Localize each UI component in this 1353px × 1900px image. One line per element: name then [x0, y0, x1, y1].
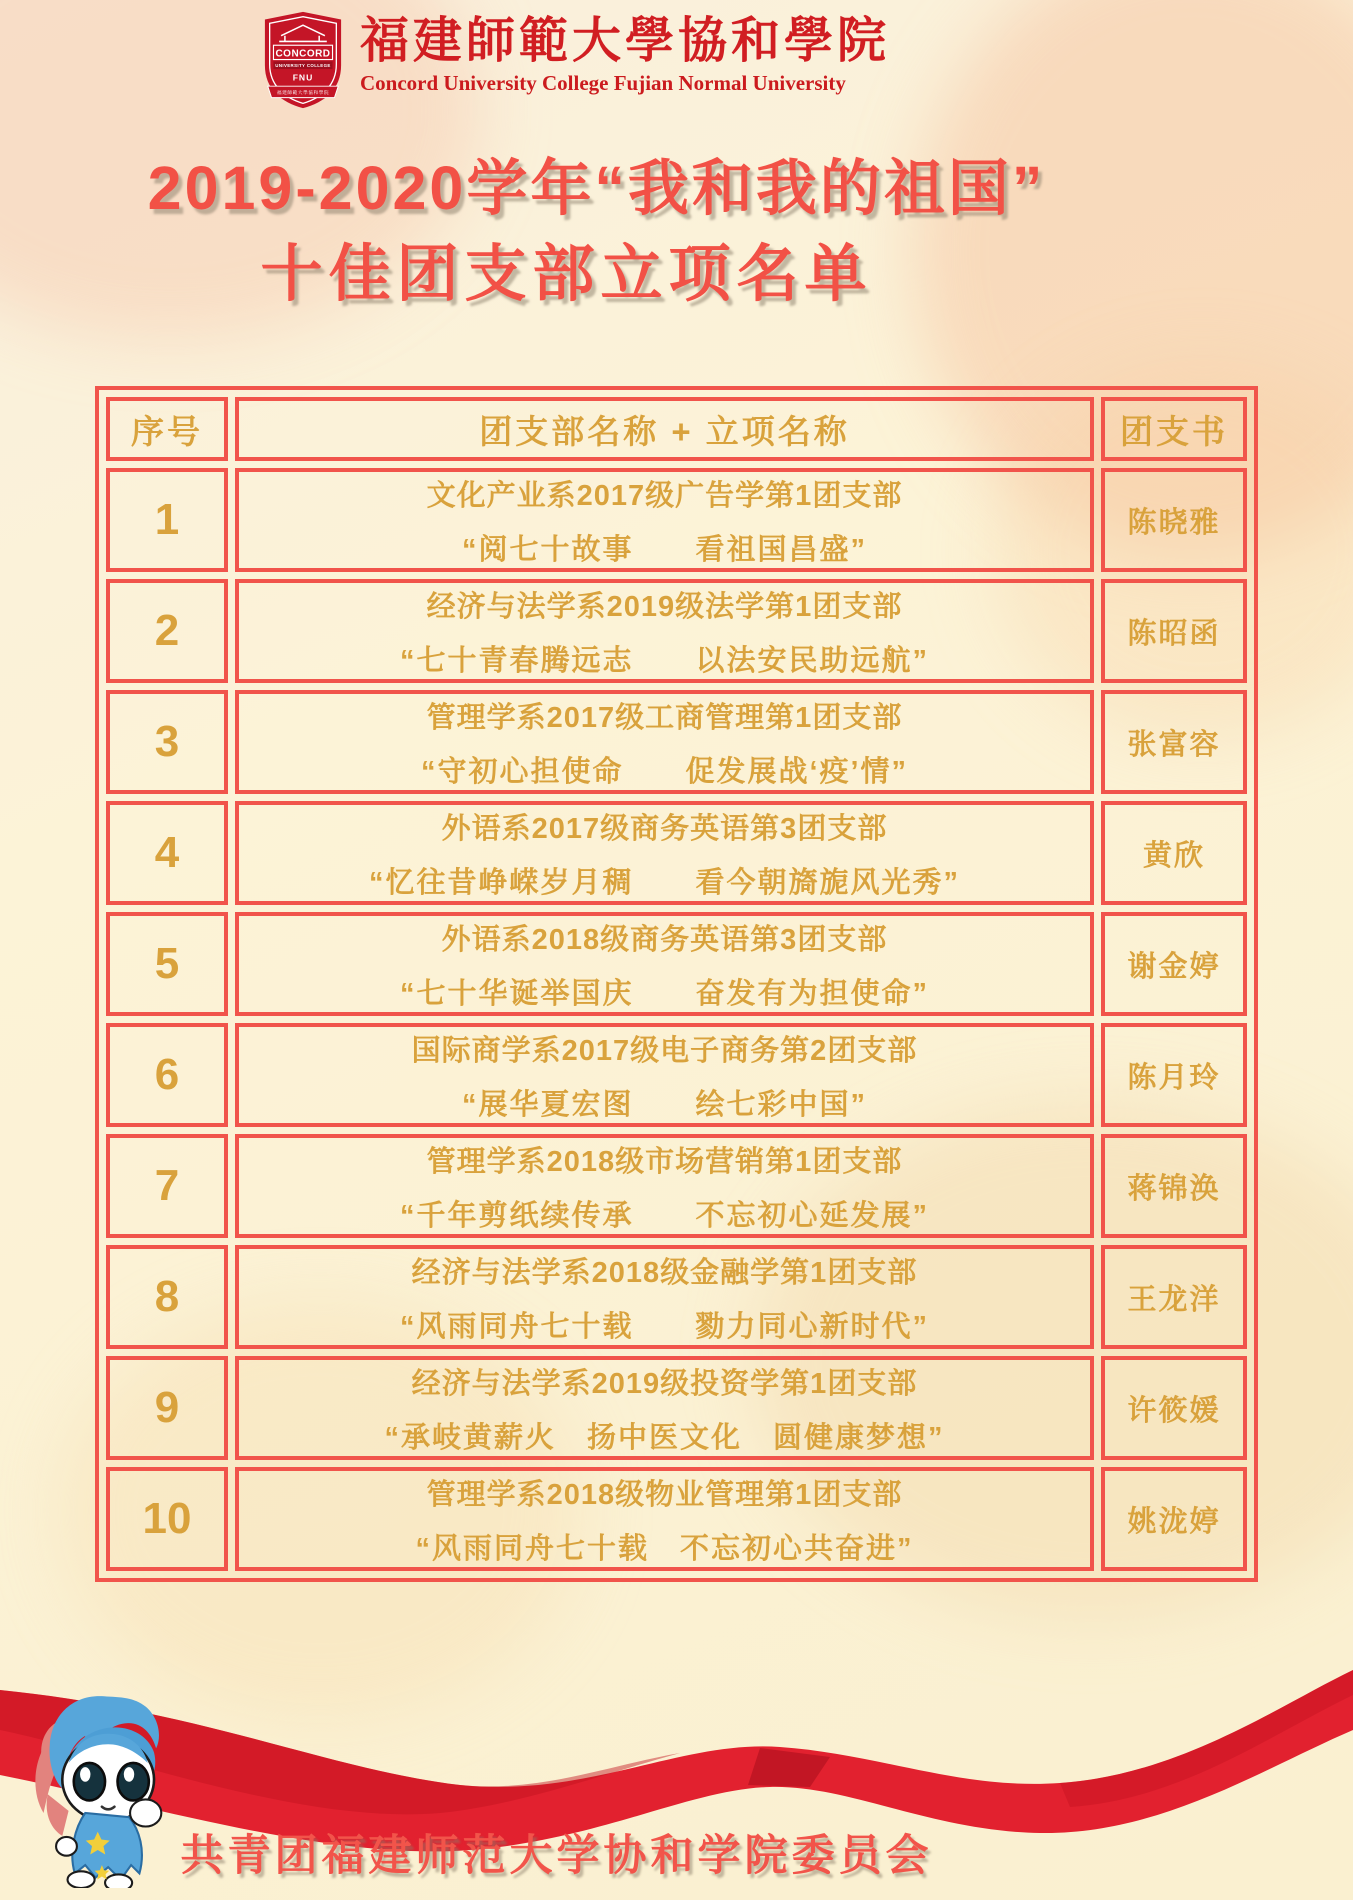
project-name: “风雨同舟七十载 不忘初心共奋进” [415, 1532, 914, 1565]
branch-name: 外语系2018级商务英语第3团支部 [441, 923, 888, 956]
row-number: 3 [106, 690, 228, 794]
project-name: “展华夏宏图 绘七彩中国” [461, 1088, 867, 1121]
project-name: “承岐黄薪火 扬中医文化 圆健康梦想” [384, 1421, 945, 1454]
project-name: “千年剪纸续传承 不忘初心延发展” [399, 1199, 929, 1232]
project-name: “七十华诞举国庆 奋发有为担使命” [399, 977, 929, 1010]
col-header-no: 序号 [106, 397, 228, 461]
school-name-english: Concord University College Fujian Normal University [360, 70, 846, 95]
project-name: “阅七十故事 看祖国昌盛” [461, 533, 867, 566]
table-row [106, 468, 1247, 572]
secretary-name: 姚泷婷 [1101, 1467, 1247, 1571]
logo-concord-text: CONCORD [275, 48, 331, 60]
branch-name: 经济与法学系2019级投资学第1团支部 [411, 1367, 918, 1400]
table-row [106, 801, 1247, 905]
table-row [106, 1467, 1247, 1571]
project-name: “七十青春腾远志 以法安民助远航” [399, 644, 929, 677]
row-number: 7 [106, 1134, 228, 1238]
logo-college-text: UNIVERSITY COLLEGE [275, 63, 331, 69]
secretary-name: 黄欣 [1101, 801, 1247, 905]
secretary-name: 蒋锦涣 [1101, 1134, 1247, 1238]
row-number: 9 [106, 1356, 228, 1460]
table-row [106, 690, 1247, 794]
table-row [106, 1245, 1247, 1349]
row-number: 2 [106, 579, 228, 683]
logo-fnu-text: FNU [292, 72, 314, 83]
branch-name: 文化产业系2017级广告学第1团支部 [426, 479, 903, 512]
row-number: 10 [106, 1467, 228, 1571]
col-header-branch: 团支部名称 + 立项名称 [235, 397, 1094, 461]
row-number: 8 [106, 1245, 228, 1349]
table-row [106, 1023, 1247, 1127]
secretary-name: 陈月玲 [1101, 1023, 1247, 1127]
project-name: “忆往昔峥嵘岁月稠 看今朝旖旎风光秀” [368, 866, 960, 899]
row-number: 1 [106, 468, 228, 572]
branch-name: 经济与法学系2019级法学第1团支部 [426, 590, 903, 623]
project-name: “风雨同舟七十载 勠力同心新时代” [399, 1310, 929, 1343]
university-names [360, 10, 890, 96]
secretary-name: 陈晓雅 [1101, 468, 1247, 572]
secretary-name: 张富容 [1101, 690, 1247, 794]
branch-name: 国际商学系2017级电子商务第2团支部 [411, 1034, 918, 1067]
table-header-row [106, 397, 1247, 461]
branch-name: 外语系2017级商务英语第3团支部 [441, 812, 888, 845]
award-table [95, 386, 1258, 1582]
table-row [106, 1134, 1247, 1238]
col-header-secretary: 团支书 [1101, 397, 1247, 461]
table-row [106, 579, 1247, 683]
branch-name: 管理学系2018级市场营销第1团支部 [426, 1145, 903, 1178]
table-row [106, 1356, 1247, 1460]
branch-name: 经济与法学系2018级金融学第1团支部 [411, 1256, 918, 1289]
school-name-chinese: 福建師範大學協和學院 [360, 13, 891, 68]
row-number: 5 [106, 912, 228, 1016]
secretary-name: 王龙洋 [1101, 1245, 1247, 1349]
row-number: 6 [106, 1023, 228, 1127]
row-number: 4 [106, 801, 228, 905]
project-name: “守初心担使命 促发展战‘疫’情” [420, 755, 909, 788]
logo-banner-text: 福建師範大學協和學院 [276, 90, 330, 96]
secretary-name: 许筱媛 [1101, 1356, 1247, 1460]
footer-committee: 共青团福建师范大学协和学院委员会 [180, 1832, 933, 1880]
secretary-name: 谢金婷 [1101, 912, 1247, 1016]
university-shield-logo-icon [260, 10, 346, 110]
branch-name: 管理学系2018级物业管理第1团支部 [426, 1478, 903, 1511]
university-header [260, 10, 890, 110]
secretary-name: 陈昭函 [1101, 579, 1247, 683]
poster-title-line2: 十佳团支部立项名单 [260, 240, 873, 309]
branch-name: 管理学系2017级工商管理第1团支部 [426, 701, 903, 734]
table-row [106, 912, 1247, 1016]
poster-title-line1: 2019-2020学年“我和我的祖国” [147, 154, 1046, 222]
